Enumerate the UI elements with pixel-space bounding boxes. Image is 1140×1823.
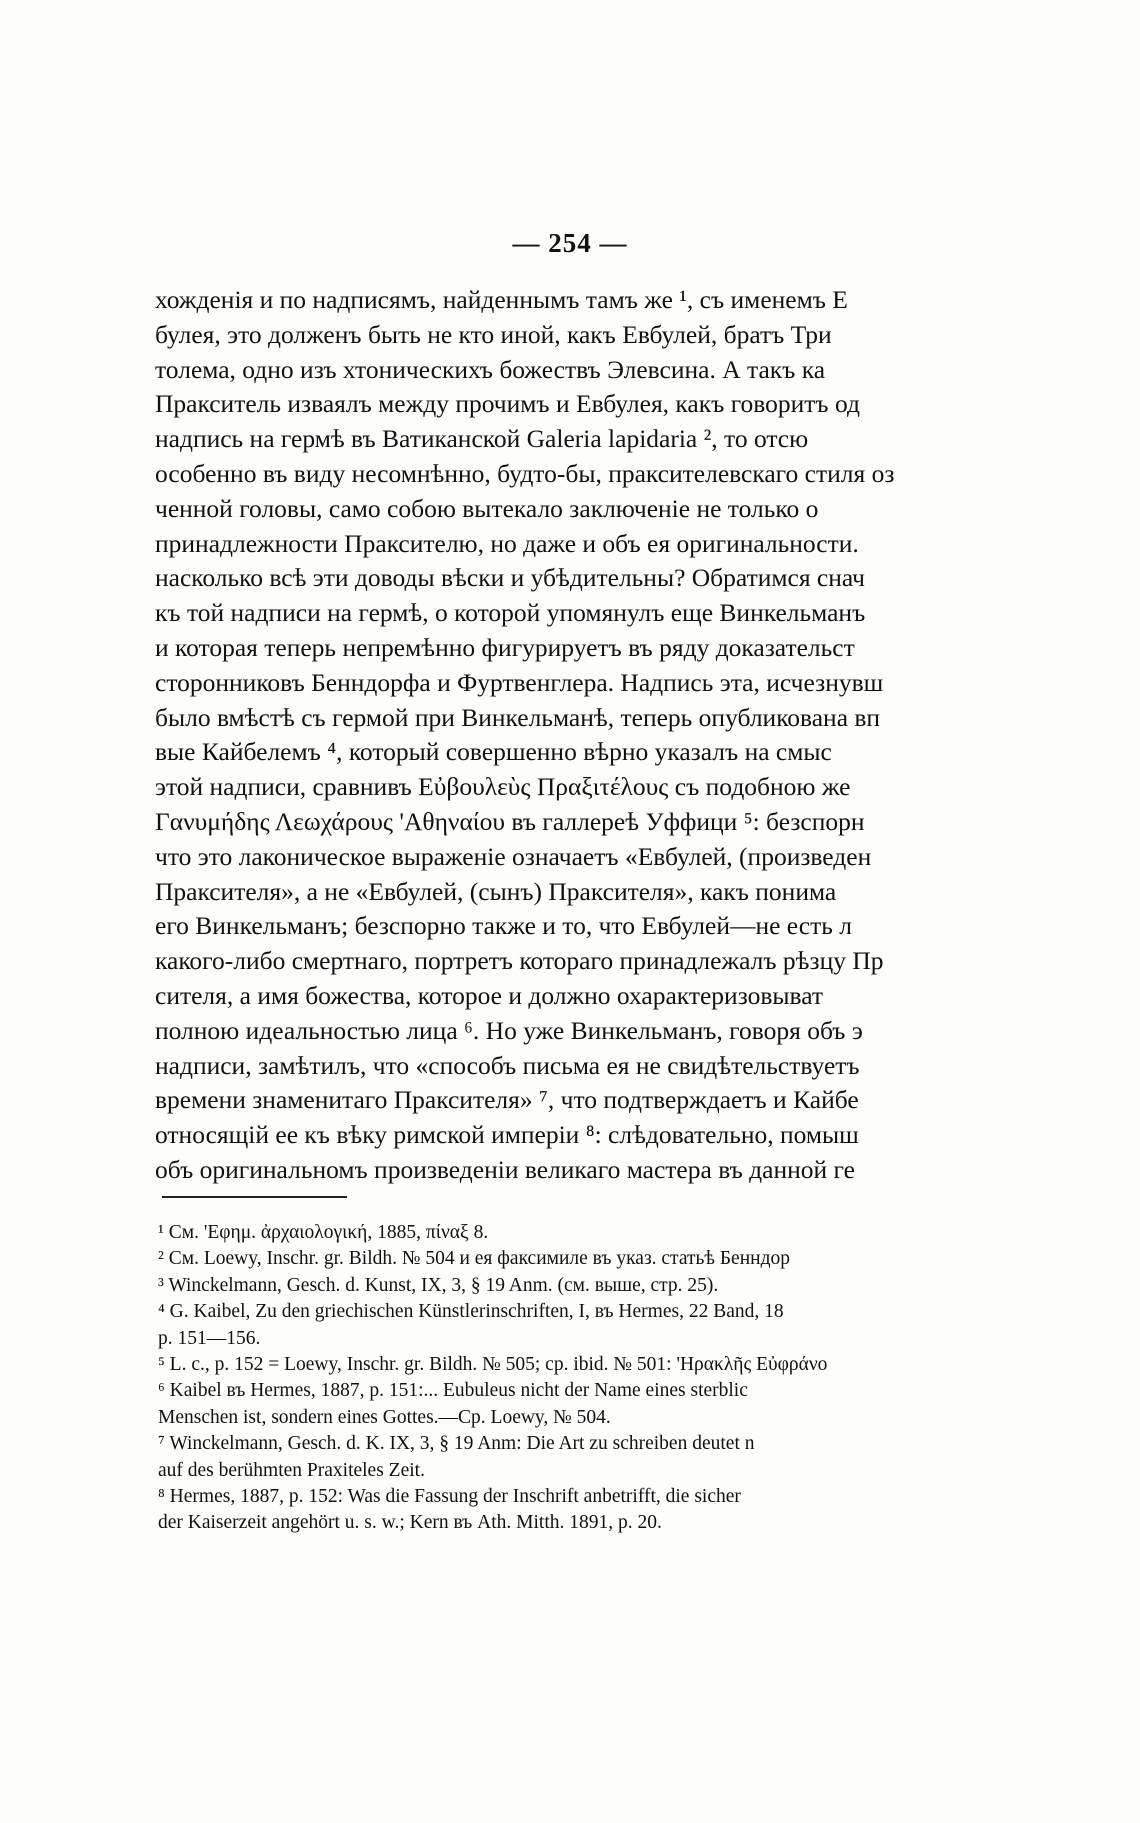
text-line: относящій ее къ вѣку римской имперіи ⁸: слѣдовательно, помыш — [155, 1120, 859, 1150]
footnote-line: ¹ См. 'Εφημ. ἀρχαιολογική, 1885, πίναξ 8. — [158, 1222, 489, 1243]
text-line: объ оригинальномъ произведеніи великаго мастера въ данной ге — [155, 1154, 855, 1184]
text-line: принадлежности Праксителю, но даже и объ ея оригинальности. — [155, 528, 859, 558]
footnote-line: ⁵ L. c., p. 152 = Loewy, Inschr. gr. Bildh. № 505; cp. ibid. № 501: 'Ηρακλῆς Εὐφράνο — [158, 1353, 828, 1375]
text-line: было вмѣстѣ съ гермой при Винкельманѣ, теперь опубликована вп — [155, 702, 881, 732]
footnote-line: ⁴ G. Kaibel, Zu den griechischen Künstlerinschriften, I, въ Hermes, 22 Band, 18 — [158, 1301, 784, 1323]
footnote-line: ³ Winckelmann, Gesch. d. Kunst, IX, 3, § 19 Anm. (см. выше, стр. 25). — [158, 1274, 719, 1296]
text-line: особенно въ виду несомнѣнно, будто-бы, праксителевскаго стиля оз — [155, 458, 895, 488]
text-line: сторонниковъ Бенндорфа и Фуртвенглера. Надпись эта, исчезнувш — [155, 667, 884, 697]
text-line: къ той надписи на гермѣ, о которой упомянулъ еще Винкельманъ — [155, 598, 866, 628]
text-line: булея, это долженъ быть не кто иной, какъ Евбулей, братъ Три — [155, 319, 832, 349]
footnote-line: auf des berühmten Praxiteles Zeit. — [158, 1459, 425, 1481]
text-line: времени знаменитаго Праксителя» ⁷, что подтверждаетъ и Кайбе — [155, 1085, 859, 1115]
text-line: что это лаконическое выраженіе означаетъ «Евбулей, (произведен — [155, 841, 872, 871]
text-line: Γανυμήδης Λεωχάρους 'Αθηναίου въ галлереѣ Уффици ⁵: безспорн — [155, 806, 865, 836]
text-line: Праксителя», а не «Евбулей, (сынъ) Праксителя», какъ понима — [155, 876, 837, 906]
page-number: — 254 — — [512, 228, 628, 258]
text-line: насколько всѣ эти доводы вѣски и убѣдительны? Обратимся снач — [155, 563, 866, 593]
text-line: полною идеальностью лица ⁶. Но уже Винкельманъ, говоря объ э — [155, 1015, 863, 1045]
text-line: вые Кайбелемъ ⁴, который совершенно вѣрно указалъ на смыс — [155, 737, 832, 767]
footnote-line: ⁷ Winckelmann, Gesch. d. K. IX, 3, § 19 Anm: Die Art zu schreiben deutet n — [158, 1433, 755, 1455]
text-line: надпись на гермѣ въ Ватиканской Galeria lapidaria ², то отсю — [155, 424, 809, 454]
body-text — [155, 283, 1140, 1188]
text-line: какого-либо смертнаго, портретъ котораго принадлежалъ рѣзцу Пр — [155, 946, 884, 976]
text-line: Пракситель изваялъ между прочимъ и Евбулея, какъ говоритъ од — [155, 389, 860, 419]
footnote-line: der Kaiserzeit angehört u. s. w.; Kern въ Ath. Mitth. 1891, p. 20. — [158, 1512, 662, 1534]
text-line: этой надписи, сравнивъ Εὐβουλεὺς Πραξιτέλους съ подобною же — [155, 772, 851, 802]
footnote-line: p. 151—156. — [158, 1327, 261, 1349]
text-line: толема, одно изъ хтоническихъ божествъ Элевсина. А такъ ка — [155, 354, 826, 384]
footnote-separator — [162, 1196, 347, 1198]
footnote-line: ⁶ Kaibel въ Hermes, 1887, p. 151:... Eubuleus nicht der Name eines sterblic — [158, 1380, 748, 1402]
footnotes — [158, 1220, 1140, 1537]
text-line: его Винкельманъ; безспорно также и то, что Евбулей—не есть л — [155, 911, 852, 941]
text-line: хожденія и по надписямъ, найденнымъ тамъ же ¹, съ именемъ Е — [155, 285, 848, 314]
footnote-line: ⁸ Hermes, 1887, p. 152: Was die Fassung der Inschrift anbetrifft, die sicher — [158, 1485, 741, 1507]
text-line: сителя, а имя божества, которое и должно охарактеризовыват — [155, 980, 824, 1010]
footnote-line: Menschen ist, sondern eines Gottes.—Cp. Loewy, № 504. — [158, 1406, 611, 1428]
text-line: и которая теперь непремѣнно фигурируетъ въ ряду доказательст — [155, 632, 855, 662]
text-line: ченной головы, само собою вытекало заключеніе не только о — [155, 493, 819, 523]
footnote-line: ² См. Loewy, Inschr. gr. Bildh. № 504 и ея факсимиле въ указ. статьѣ Бенндор — [158, 1248, 790, 1270]
text-line: надписи, замѣтилъ, что «способъ письма ея не свидѣтельствуетъ — [155, 1050, 860, 1080]
